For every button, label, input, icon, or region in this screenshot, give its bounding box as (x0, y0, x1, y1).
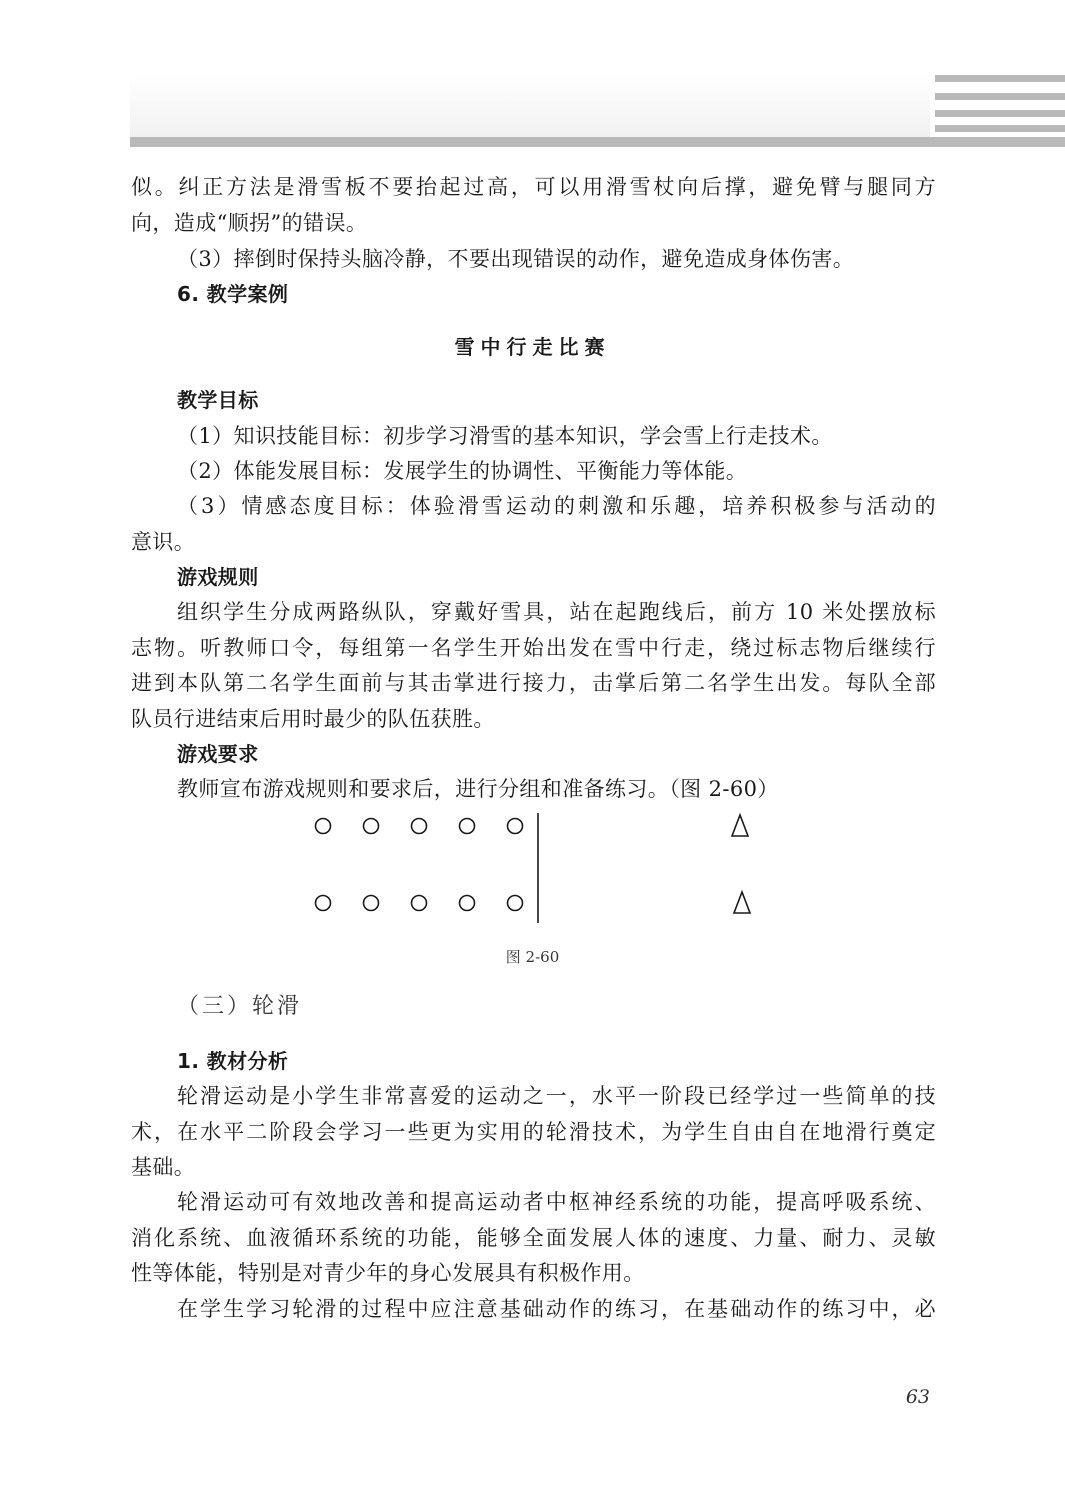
marker-triangle (734, 892, 750, 913)
subheading: 游戏规则 (177, 565, 259, 589)
header-stripe (935, 110, 1065, 117)
paragraph-line: 队员行进结束后用时最少的队伍获胜。 (131, 707, 495, 731)
paragraph-line: 消化系统、血液循环系统的功能，能够全面发展人体的速度、力量、耐力、灵敏 (131, 1226, 936, 1250)
paragraph-line: 性等体能，特别是对青少年的身心发展具有积极作用。 (131, 1261, 645, 1285)
student-circle (412, 819, 427, 834)
case-title: 雪中行走比赛 (454, 335, 611, 359)
paragraph-line: 志物。听教师口令，每组第一名学生开始出发在雪中行走，绕过标志物后继续行 (131, 636, 936, 660)
formation-diagram (300, 805, 770, 930)
student-circle (508, 819, 523, 834)
paragraph-line: 轮滑运动可有效地改善和提高运动者中枢神经系统的功能，提高呼吸系统、 (177, 1190, 936, 1214)
marker-triangle (732, 815, 748, 836)
section-title: （三）轮滑 (177, 994, 303, 1019)
student-circle (316, 896, 331, 911)
student-circle (460, 896, 475, 911)
section-heading: 6. 教学案例 (177, 282, 289, 306)
student-circle (508, 896, 523, 911)
paragraph-line: 组织学生分成两路纵队，穿戴好雪具，站在起跑线后，前方 10 米处摆放标 (177, 600, 936, 624)
header-stripe (935, 125, 1065, 132)
paragraph-line: 向，造成“顺拐”的错误。 (131, 211, 368, 235)
page-number: 63 (905, 1386, 930, 1408)
paragraph-line: （1）知识技能目标：初步学习滑雪的基本知识，学会雪上行走技术。 (177, 424, 833, 448)
paragraph-line: （2）体能发展目标：发展学生的协调性、平衡能力等体能。 (177, 459, 748, 483)
header-stripe (935, 93, 1065, 100)
paragraph-line: （3）摔倒时保持头脑冷静，不要出现错误的动作，避免造成身体伤害。 (177, 247, 855, 271)
header-rule (130, 137, 1065, 147)
subheading: 教学目标 (177, 388, 259, 412)
paragraph-line: 轮滑运动是小学生非常喜爱的运动之一，水平一阶段已经学过一些简单的技 (177, 1084, 936, 1108)
paragraph-line: 基础。 (131, 1155, 196, 1179)
paragraph-line: （3）情感态度目标：体验滑雪运动的刺激和乐趣，培养积极参与活动的 (177, 494, 936, 518)
header-band (130, 75, 930, 137)
subheading: 游戏要求 (177, 742, 259, 766)
section-heading: 1. 教材分析 (177, 1049, 289, 1073)
paragraph-line: 进到本队第二名学生面前与其击掌进行接力，击掌后第二名学生出发。每队全部 (131, 671, 936, 695)
figure-caption: 图 2-60 (505, 948, 560, 966)
student-circle (460, 819, 475, 834)
student-circle (364, 896, 379, 911)
paragraph-line: 教师宣布游戏规则和要求后，进行分组和准备练习。（图 2-60） (177, 777, 779, 801)
student-circle (316, 819, 331, 834)
paragraph-line: 意识。 (131, 530, 196, 554)
paragraph-line: 似。纠正方法是滑雪板不要抬起过高，可以用滑雪杖向后撑，避免臂与腿同方 (131, 175, 936, 199)
student-circle (412, 896, 427, 911)
paragraph-line: 术，在水平二阶段会学习一些更为实用的轮滑技术，为学生自由自在地滑行奠定 (131, 1120, 936, 1144)
header-stripe (935, 75, 1065, 82)
paragraph-line: 在学生学习轮滑的过程中应注意基础动作的练习，在基础动作的练习中，必 (177, 1297, 936, 1321)
student-circle (364, 819, 379, 834)
